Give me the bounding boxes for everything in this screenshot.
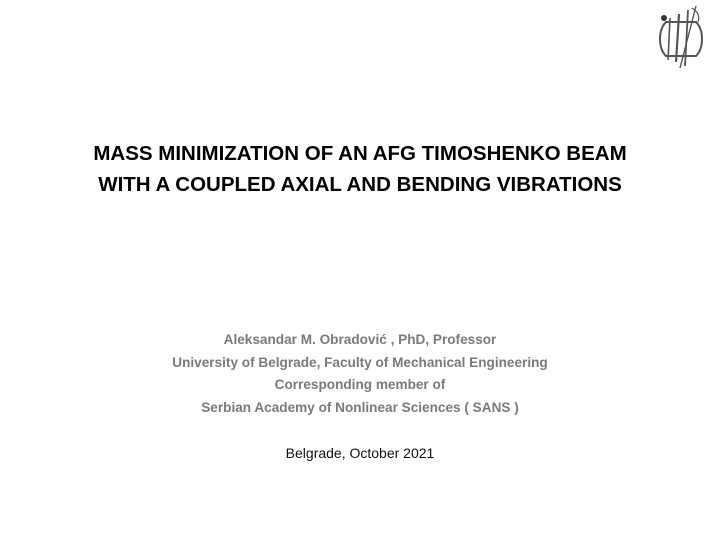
author-academy: Serbian Academy of Nonlinear Sciences ( SANS ) (201, 399, 519, 415)
author-name: Aleksandar M. Obradović , PhD, Professor (223, 332, 497, 347)
faculty-logo-icon (652, 2, 712, 72)
title-line-1: MASS MINIMIZATION OF AN AFG TIMOSHENKO BEAM (93, 142, 627, 165)
author-block (40, 329, 680, 419)
author-affiliation: University of Belgrade, Faculty of Mechanical Engineering (172, 354, 548, 370)
title-line-2: WITH A COUPLED AXIAL AND BENDING VIBRATIONS (98, 173, 622, 196)
place-date: Belgrade, October 2021 (285, 445, 435, 461)
author-membership: Corresponding member of (274, 377, 446, 392)
slide-title (40, 138, 680, 200)
